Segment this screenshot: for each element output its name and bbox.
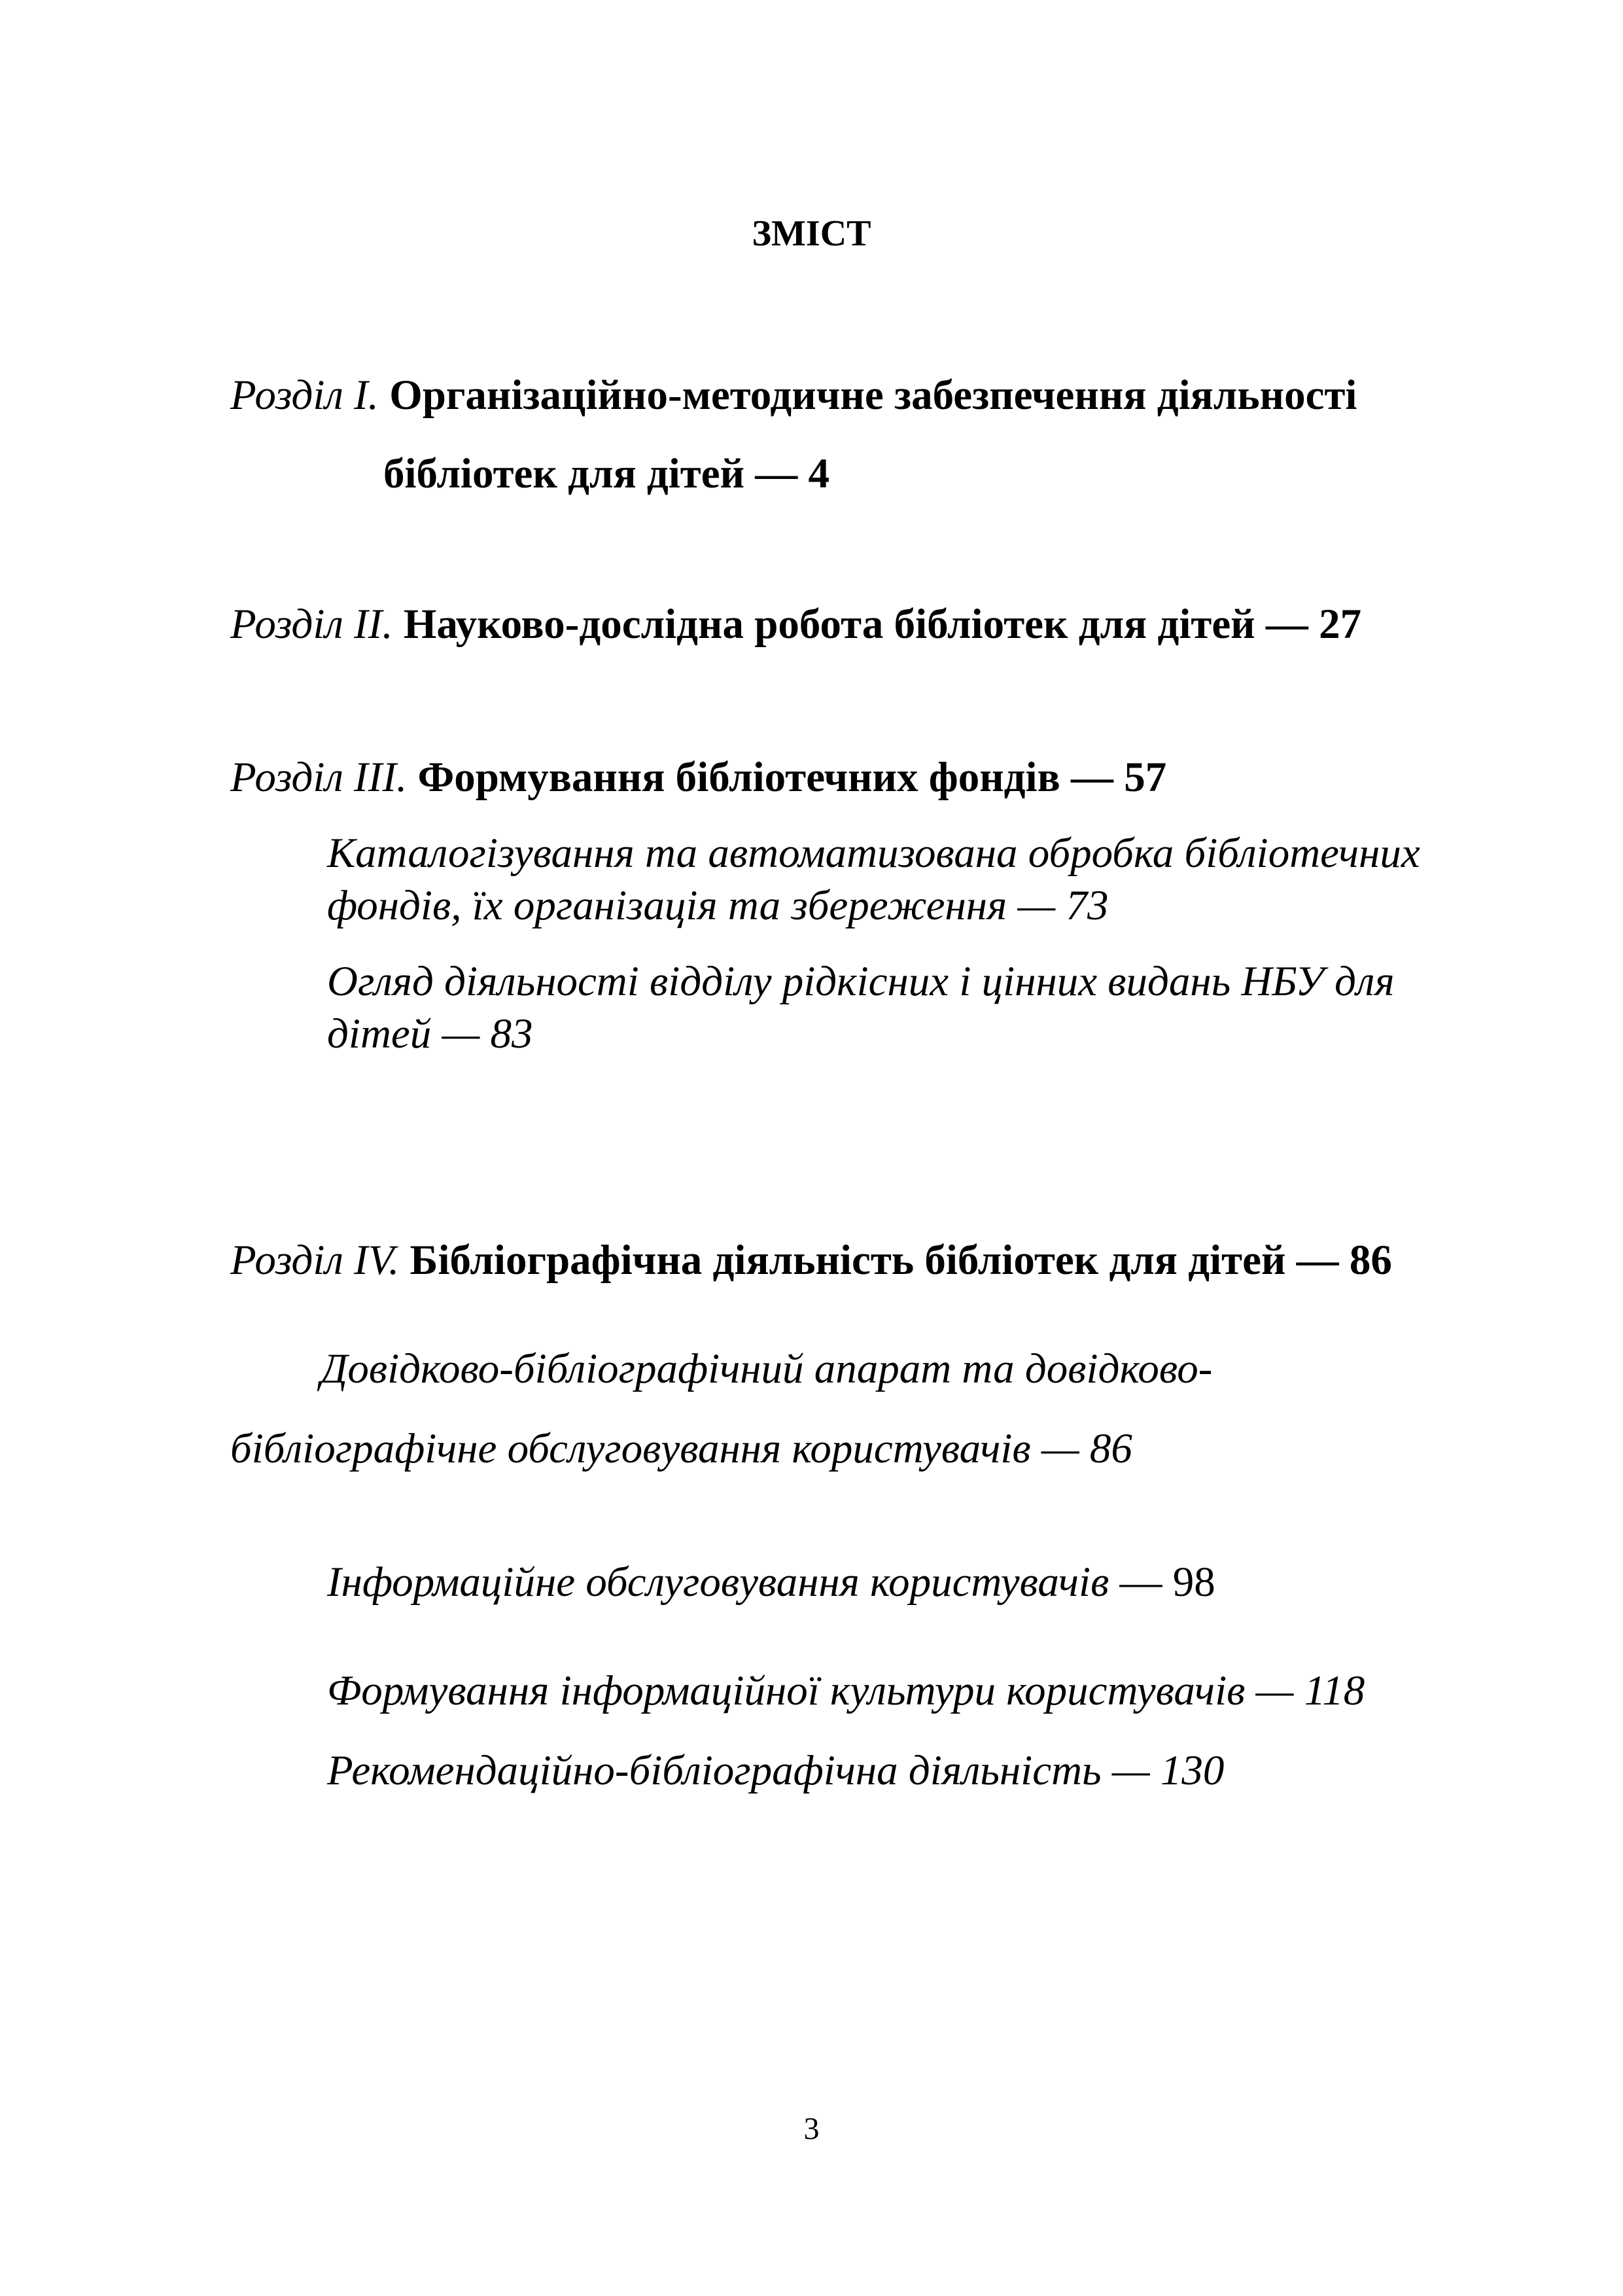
page-number: 3 [803, 2111, 820, 2146]
subsection-line: Огляд діяльності відділу рідкісних і цінних видань НБУ для [327, 958, 1395, 1005]
toc-entry-section-2 [230, 597, 1361, 652]
subsection-line: бібліографічне обслуговування користувачів — 86 [230, 1425, 1132, 1472]
section-label: Розділ II. [230, 601, 393, 648]
section-label: Розділ III. [230, 754, 408, 801]
subsection-text: Інформаційне обслуговування користувачів [327, 1559, 1109, 1606]
subsection-entry [327, 1555, 1215, 1610]
section-label: Розділ IV. [230, 1237, 400, 1284]
section-title-continuation: бібліотек для дітей — 4 [383, 450, 830, 497]
page-title: ЗМІСТ [752, 213, 871, 254]
toc-entry-section-3 [230, 750, 1166, 805]
subsection-line: Формування інформаційної культури користувачів — 118 [327, 1667, 1365, 1714]
toc-entry-section-1 [230, 368, 1357, 423]
section-title: Науково-дослідна робота бібліотек для дітей — 27 [403, 601, 1362, 648]
section-title: Бібліографічна діяльність бібліотек для дітей — 86 [410, 1237, 1392, 1284]
section-label: Розділ I. [230, 372, 379, 419]
section-title: Організаційно-методичне забезпечення діяльності [389, 372, 1357, 419]
subsection-line: дітей — 83 [327, 1010, 533, 1057]
subsection-line: Довідково-бібліографічний апарат та довідково- [321, 1345, 1213, 1392]
subsection-line: Каталогізування та автоматизована обробка бібліотечних [327, 830, 1420, 877]
toc-entry-section-4 [230, 1233, 1392, 1288]
subsection-line: фондів, їх організація та збереження — 73 [327, 882, 1109, 929]
section-title: Формування бібліотечних фондів — 57 [417, 754, 1167, 801]
subsection-page: — 98 [1119, 1559, 1215, 1606]
subsection-line: Рекомендаційно-бібліографічна діяльність — 130 [327, 1747, 1225, 1794]
